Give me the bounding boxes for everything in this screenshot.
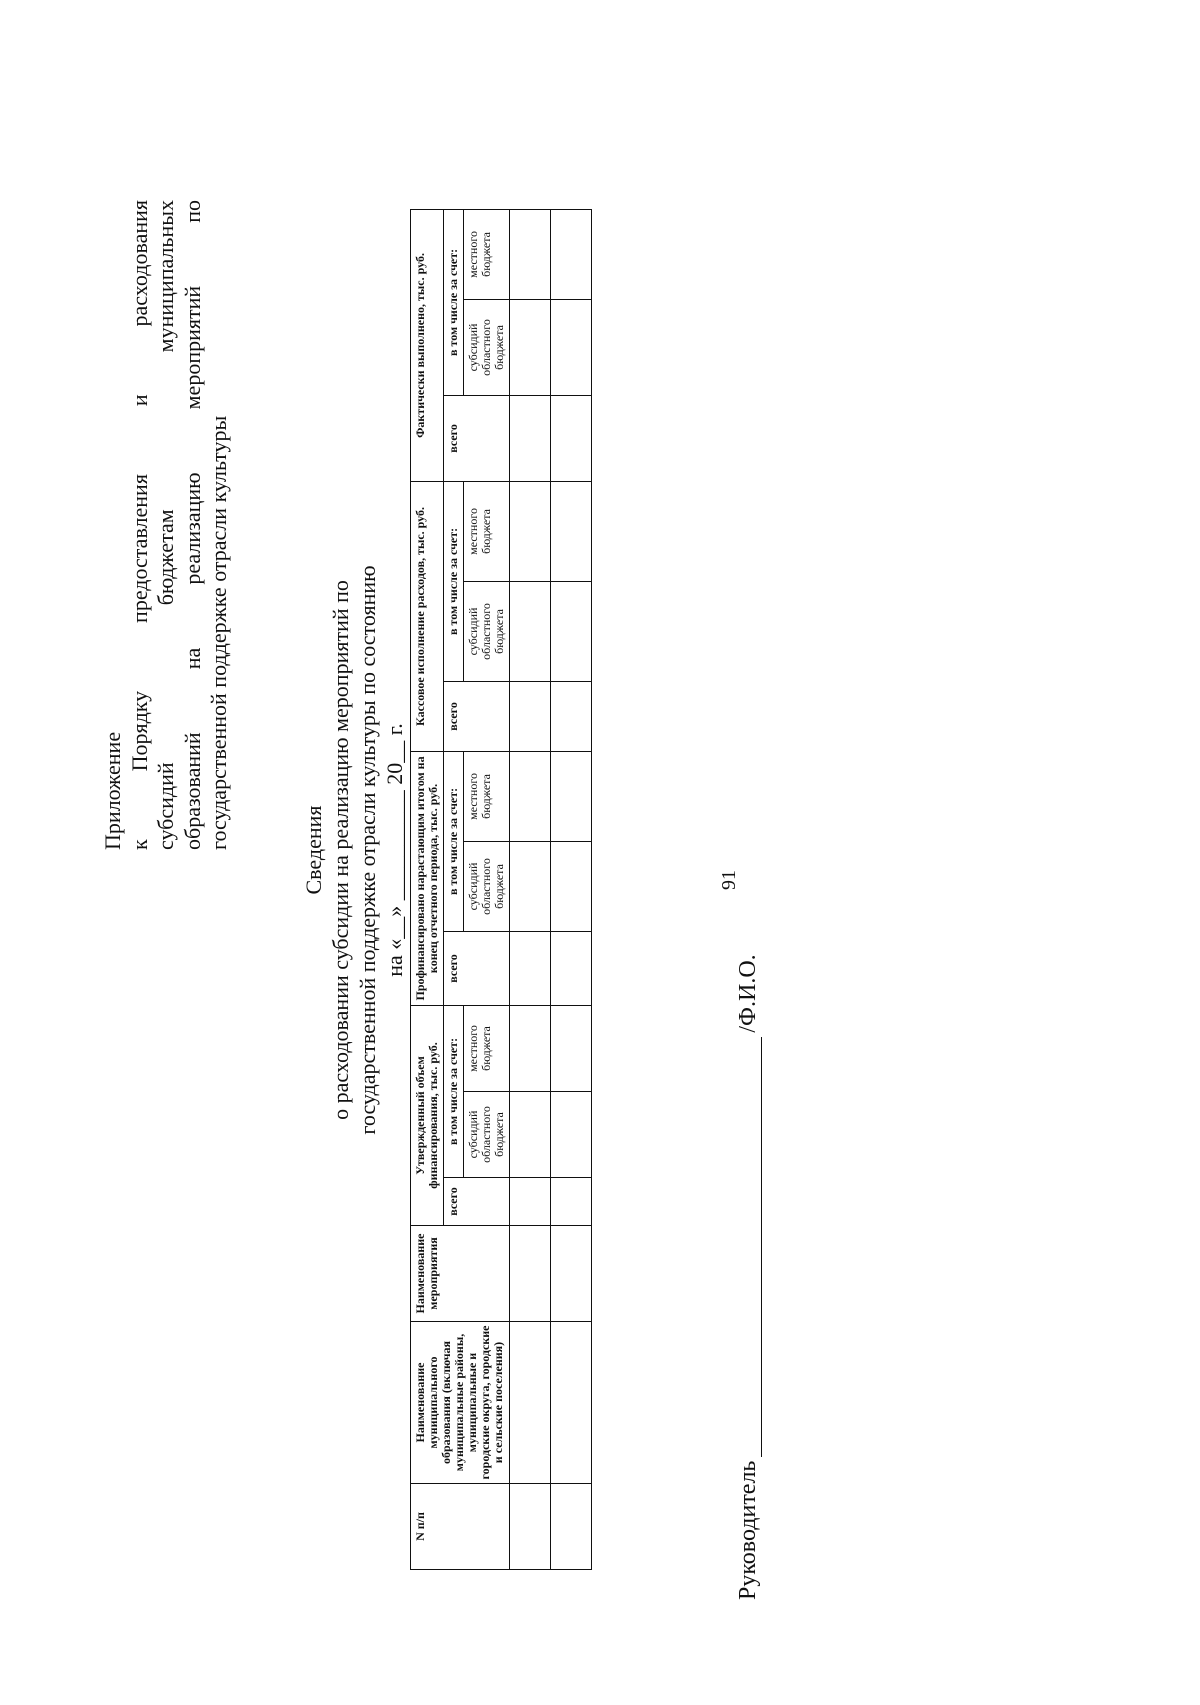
appendix-line: образований на реализацию мероприятий по xyxy=(179,200,205,850)
table-cell xyxy=(510,931,551,1005)
title-line: о расходовании субсидии на реализацию мероприятий по xyxy=(328,580,353,1120)
header-including: в том числе за счет: xyxy=(444,751,464,931)
table-cell xyxy=(551,1178,592,1226)
header-total: всего xyxy=(444,1178,510,1226)
header-regional: субсидий областного бюджета xyxy=(464,299,510,395)
header-actual: Фактически выполнено, тыс. руб. xyxy=(411,209,444,481)
title-heading: Сведения xyxy=(301,805,326,895)
table-cell xyxy=(551,681,592,751)
header-including: в том числе за счет: xyxy=(444,1005,464,1177)
header-total: всего xyxy=(444,681,510,751)
table-cell xyxy=(510,581,551,681)
signature-label: Руководитель xyxy=(735,1460,761,1600)
table-cell xyxy=(551,751,592,841)
header-regional: субсидий областного бюджета xyxy=(464,1092,510,1178)
table-cell xyxy=(551,209,592,299)
signature-line xyxy=(739,1037,762,1457)
header-regional: субсидий областного бюджета xyxy=(464,841,510,931)
header-regional: субсидий областного бюджета xyxy=(464,581,510,681)
table-cell xyxy=(510,1178,551,1226)
table-cell xyxy=(551,581,592,681)
appendix-line: государственной поддержке отрасли культуры xyxy=(206,415,231,850)
table-row xyxy=(510,209,551,1569)
signature-fio: /Ф.И.О. xyxy=(735,954,761,1033)
header-cash: Кассовое исполнение расходов, тыс. руб. xyxy=(411,481,444,751)
report-table xyxy=(410,209,592,1570)
table-cell xyxy=(510,1226,551,1322)
appendix-line: субсидий бюджетам муниципальных xyxy=(153,200,178,850)
table-cell xyxy=(551,1484,592,1570)
header-total: всего xyxy=(444,931,510,1005)
header-row-1 xyxy=(411,209,444,1569)
header-local: местного бюджета xyxy=(464,209,510,299)
header-event: Наименование мероприятия xyxy=(411,1226,510,1322)
table-row xyxy=(551,209,592,1569)
appendix-line: Приложение xyxy=(100,731,125,850)
table-cell xyxy=(510,681,551,751)
table-cell xyxy=(551,1005,592,1091)
table-cell xyxy=(510,299,551,395)
appendix-note xyxy=(100,200,233,850)
header-total: всего xyxy=(444,395,510,481)
signature-block xyxy=(735,600,762,1600)
title-line: государственной поддержке отрасли культуры по состоянию xyxy=(355,565,380,1135)
document-title xyxy=(300,400,408,1300)
header-including: в том числе за счет: xyxy=(444,481,464,681)
table-cell xyxy=(551,299,592,395)
table-cell xyxy=(510,209,551,299)
header-including: в том числе за счет: xyxy=(444,209,464,395)
header-municipality: Наименование муниципального образования (включая муниципальные районы, муниципальные и городские округа, городские и сельские поселения) xyxy=(411,1322,510,1484)
table-cell xyxy=(510,841,551,931)
table-cell xyxy=(510,481,551,581)
table-cell xyxy=(551,395,592,481)
header-num: N п/п xyxy=(411,1484,510,1570)
appendix-line: к Порядку предоставления и расходования xyxy=(126,200,152,850)
page-number: 91 xyxy=(718,870,740,890)
header-local: местного бюджета xyxy=(464,751,510,841)
header-approved: Утвержденный объем финансирования, тыс. руб. xyxy=(411,1005,444,1225)
table-cell xyxy=(510,1322,551,1484)
header-local: местного бюджета xyxy=(464,1005,510,1091)
table-cell xyxy=(510,1092,551,1178)
table-cell xyxy=(551,1322,592,1484)
table-cell xyxy=(510,1005,551,1091)
title-date-line: на «__» __________ 20__ г. xyxy=(382,723,407,977)
header-local: местного бюджета xyxy=(464,481,510,581)
table-cell xyxy=(551,481,592,581)
table-cell xyxy=(551,1092,592,1178)
header-financed: Профинансировано нарастающим итогом на конец отчетного периода, тыс. руб. xyxy=(411,751,444,1005)
table-cell xyxy=(510,395,551,481)
table-cell xyxy=(551,931,592,1005)
table-cell xyxy=(510,751,551,841)
rotated-page xyxy=(100,160,820,1600)
table-cell xyxy=(551,841,592,931)
table-cell xyxy=(551,1226,592,1322)
table-cell xyxy=(510,1484,551,1570)
